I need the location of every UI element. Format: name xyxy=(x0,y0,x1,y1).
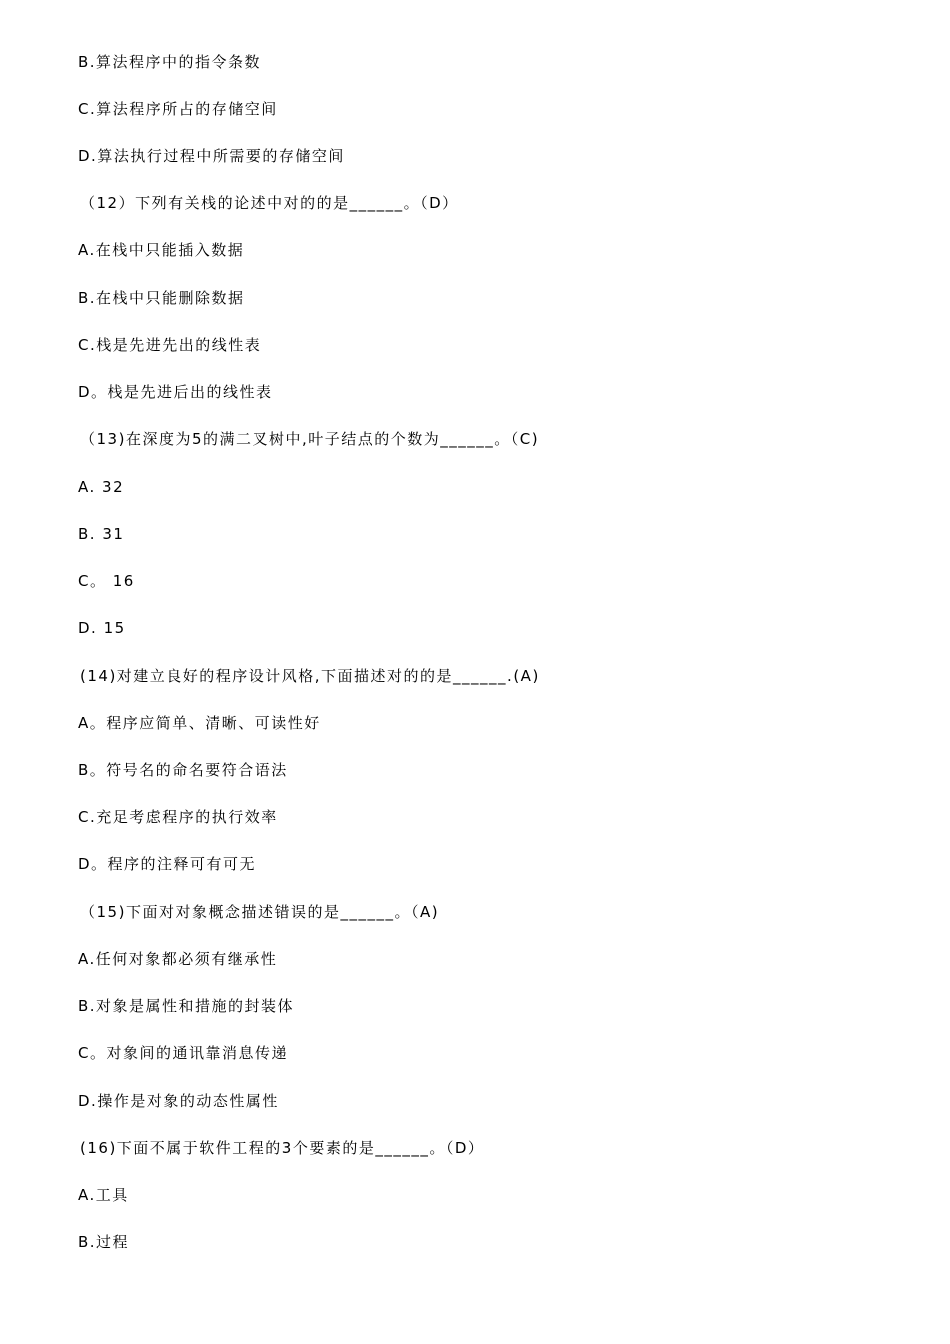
option-line: B.对象是属性和措施的封装体 xyxy=(78,997,295,1015)
option-line: B. 31 xyxy=(78,525,125,543)
option-line: C.充足考虑程序的执行效率 xyxy=(78,808,278,826)
option-line: B.在栈中只能删除数据 xyxy=(78,289,245,307)
option-line: B。符号名的命名要符合语法 xyxy=(78,761,288,779)
option-line: D。栈是先进后出的线性表 xyxy=(78,383,273,401)
option-line: A.在栈中只能插入数据 xyxy=(78,241,245,259)
question-line: （15)下面对对象概念描述错误的是______。（A) xyxy=(80,903,440,921)
option-line: D.操作是对象的动态性属性 xyxy=(78,1092,279,1110)
question-line: （13)在深度为5的满二叉树中,叶子结点的个数为______。（C) xyxy=(80,430,540,448)
option-line: A。程序应简单、清晰、可读性好 xyxy=(78,714,321,732)
question-line: （12）下列有关栈的论述中对的的是______。（D） xyxy=(80,194,459,212)
option-line: D.算法执行过程中所需要的存储空间 xyxy=(78,147,345,165)
option-line: C.栈是先进先出的线性表 xyxy=(78,336,262,354)
option-line: B.过程 xyxy=(78,1233,130,1251)
option-line: A.工具 xyxy=(78,1186,129,1204)
option-line: C.算法程序所占的存储空间 xyxy=(78,100,278,118)
option-line: A.任何对象都必须有继承性 xyxy=(78,950,278,968)
option-line: D。程序的注释可有可无 xyxy=(78,855,257,873)
option-line: C。 16 xyxy=(78,572,135,590)
option-line: C。对象间的通讯靠消息传递 xyxy=(78,1044,288,1062)
option-line: D. 15 xyxy=(78,619,126,637)
question-line: (16)下面不属于软件工程的3个要素的是______。（D） xyxy=(80,1139,485,1157)
option-line: B.算法程序中的指令条数 xyxy=(78,53,262,71)
option-line: A. 32 xyxy=(78,478,125,496)
question-line: (14)对建立良好的程序设计风格,下面描述对的的是______.(A) xyxy=(80,667,540,685)
